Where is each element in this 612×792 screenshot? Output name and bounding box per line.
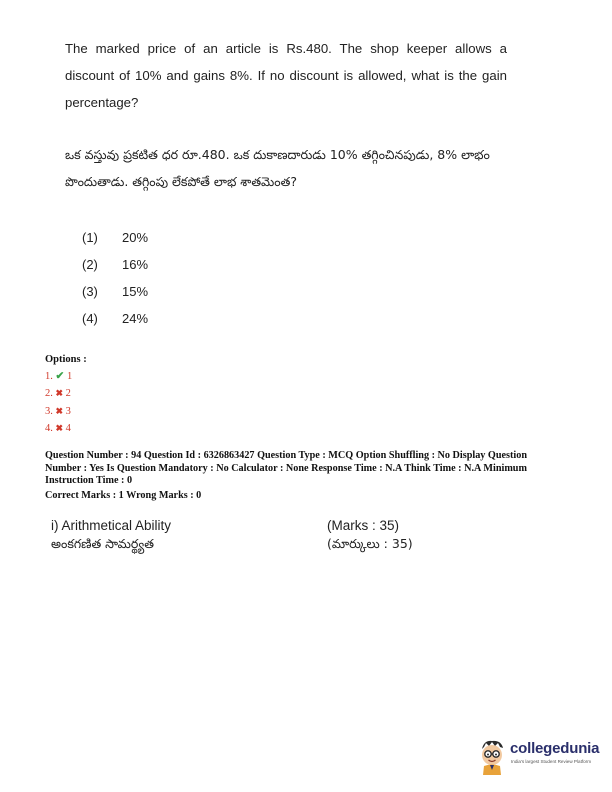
logo-name: collegedunia bbox=[510, 740, 600, 757]
answer-prefix: 3. bbox=[45, 405, 53, 417]
check-icon: ✔ bbox=[55, 370, 65, 382]
answer-option bbox=[45, 420, 87, 438]
answer-value: 4 bbox=[65, 423, 71, 434]
cross-icon: ✖ bbox=[55, 388, 64, 398]
section-row-english bbox=[51, 517, 471, 535]
choice-number: (4) bbox=[82, 311, 98, 326]
answer-prefix: 2. bbox=[45, 388, 53, 399]
section-marks-telugu: (మార్కులు : 35) bbox=[327, 536, 413, 551]
choice-number: (2) bbox=[82, 257, 98, 272]
mascot-icon bbox=[476, 737, 508, 775]
cross-icon: ✖ bbox=[55, 423, 64, 433]
cross-icon: ✖ bbox=[55, 405, 64, 416]
choice-number: (1) bbox=[82, 230, 98, 245]
choice-number: (3) bbox=[82, 284, 98, 299]
answer-value: 1 bbox=[66, 370, 73, 382]
answer-value: 2 bbox=[65, 388, 71, 399]
choice-row bbox=[82, 224, 148, 251]
choice-value: 15% bbox=[122, 284, 149, 299]
answer-option bbox=[45, 385, 87, 403]
section-marks-english: (Marks : 35) bbox=[327, 518, 400, 533]
answer-option bbox=[45, 369, 87, 386]
section-row-telugu bbox=[51, 535, 471, 553]
section-header bbox=[51, 517, 471, 553]
choice-value: 24% bbox=[122, 311, 149, 326]
answer-prefix: 4. bbox=[45, 423, 53, 434]
section-title-english: i) Arithmetical Ability bbox=[51, 518, 172, 533]
marks-line: Correct Marks : 1 Wrong Marks : 0 bbox=[45, 490, 202, 501]
question-text-english: The marked price of an article is Rs.480. The shop keeper allows a discount of 10% and gains 8%. If no discount is allowed, what is the gain percentage? bbox=[65, 41, 507, 110]
question-text-telugu: ఒక వస్తువు ప్రకటిత ధర రూ.480. ఒక దుకాణదారుడు 10% తగ్గించినపుడు, 8% లాభం పొందుతాడు. తగ్గింపు లేకపోతే లాభ శాతమెంత? bbox=[65, 147, 490, 189]
question-metadata: Question Number : 94 Question Id : 6326863427 Question Type : MCQ Option Shuffling : No Display Question Number : Yes Is Question Mandatory : No Calculator : None Response Time : N.A Think Time : N.A Minimum Instruction Time : 0 bbox=[45, 450, 527, 486]
answer-options-block bbox=[45, 352, 87, 438]
collegedunia-logo bbox=[476, 737, 606, 777]
answer-value: 3 bbox=[65, 405, 71, 417]
answer-option bbox=[45, 403, 87, 421]
choices-list bbox=[82, 224, 148, 332]
logo-tagline: India's largest Student Review Platform bbox=[511, 759, 592, 764]
answer-prefix: 1. bbox=[45, 370, 53, 382]
choice-row bbox=[82, 278, 148, 305]
choice-row bbox=[82, 251, 148, 278]
choice-value: 20% bbox=[122, 230, 149, 245]
section-title-telugu: అంకగణిత సామర్థ్యత bbox=[51, 536, 154, 551]
choice-value: 16% bbox=[122, 257, 149, 272]
options-title: Options : bbox=[45, 354, 87, 365]
choice-row bbox=[82, 305, 148, 332]
